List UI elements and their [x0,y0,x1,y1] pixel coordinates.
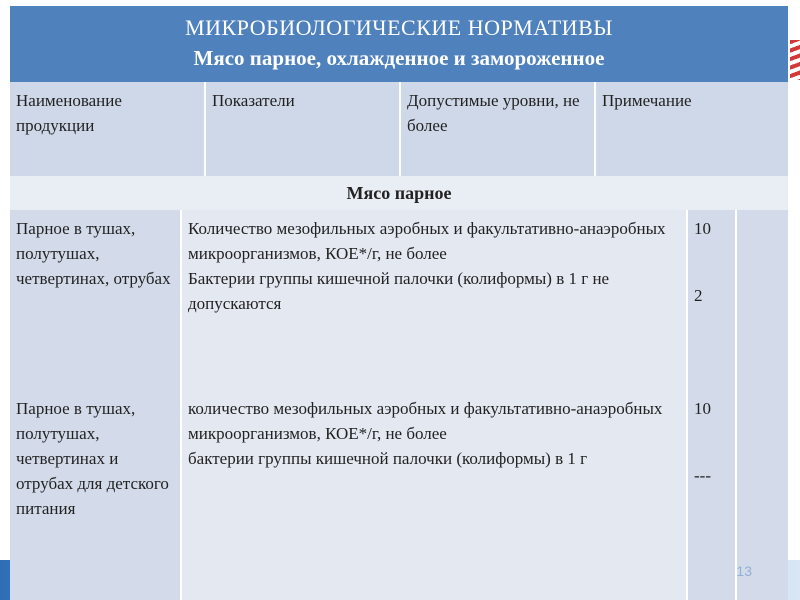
cell-product: Парное в тушах, полутушах, четвертинах, отрубах [10,210,182,390]
table-row [10,210,788,390]
page-number: 13 [736,563,752,579]
indicator-text: бактерии группы кишечной палочки (колиформы) в 1 г [188,449,588,468]
table-header-row [10,82,788,176]
table-row [10,390,788,600]
indicator-text: Бактерии группы кишечной палочки (колиформы) в 1 г не допускаются [188,269,610,313]
slide-title [10,6,788,82]
header-product: Наименование продукции [10,82,206,176]
level-value: 2 [694,286,703,305]
header-note: Примечание [602,91,692,110]
indicator-text: Количество мезофильных аэробных и факультативно-анаэробных микроорганизмов, КОЕ*/г, не более [188,219,666,263]
cell-levels [688,210,737,390]
cell-indicators [182,390,688,600]
cell-indicators [182,210,688,390]
level-value: 10 [694,219,711,238]
section-row: Мясо парное [10,176,788,210]
indicator-text: количество мезофильных аэробных и факультативно-анаэробных микроорганизмов, КОЕ*/г, не более [188,399,663,443]
level-value: 10 [694,399,711,418]
cell-note [737,210,788,390]
title-line-1: МИКРОБИОЛОГИЧЕСКИЕ НОРМАТИВЫ [185,15,613,40]
header-indicators: Показатели [206,82,401,176]
decorative-stripes [790,40,800,80]
cell-levels [688,390,737,600]
slide-decoration [788,0,800,600]
level-value: --- [694,466,711,485]
header-levels: Допустимые уровни, не более [401,82,596,176]
cell-product: Парное в тушах, полутушах, четвертинах и отрубах для детского питания [10,390,182,600]
title-line-2: Мясо парное, охлажденное и замороженное [193,46,605,70]
